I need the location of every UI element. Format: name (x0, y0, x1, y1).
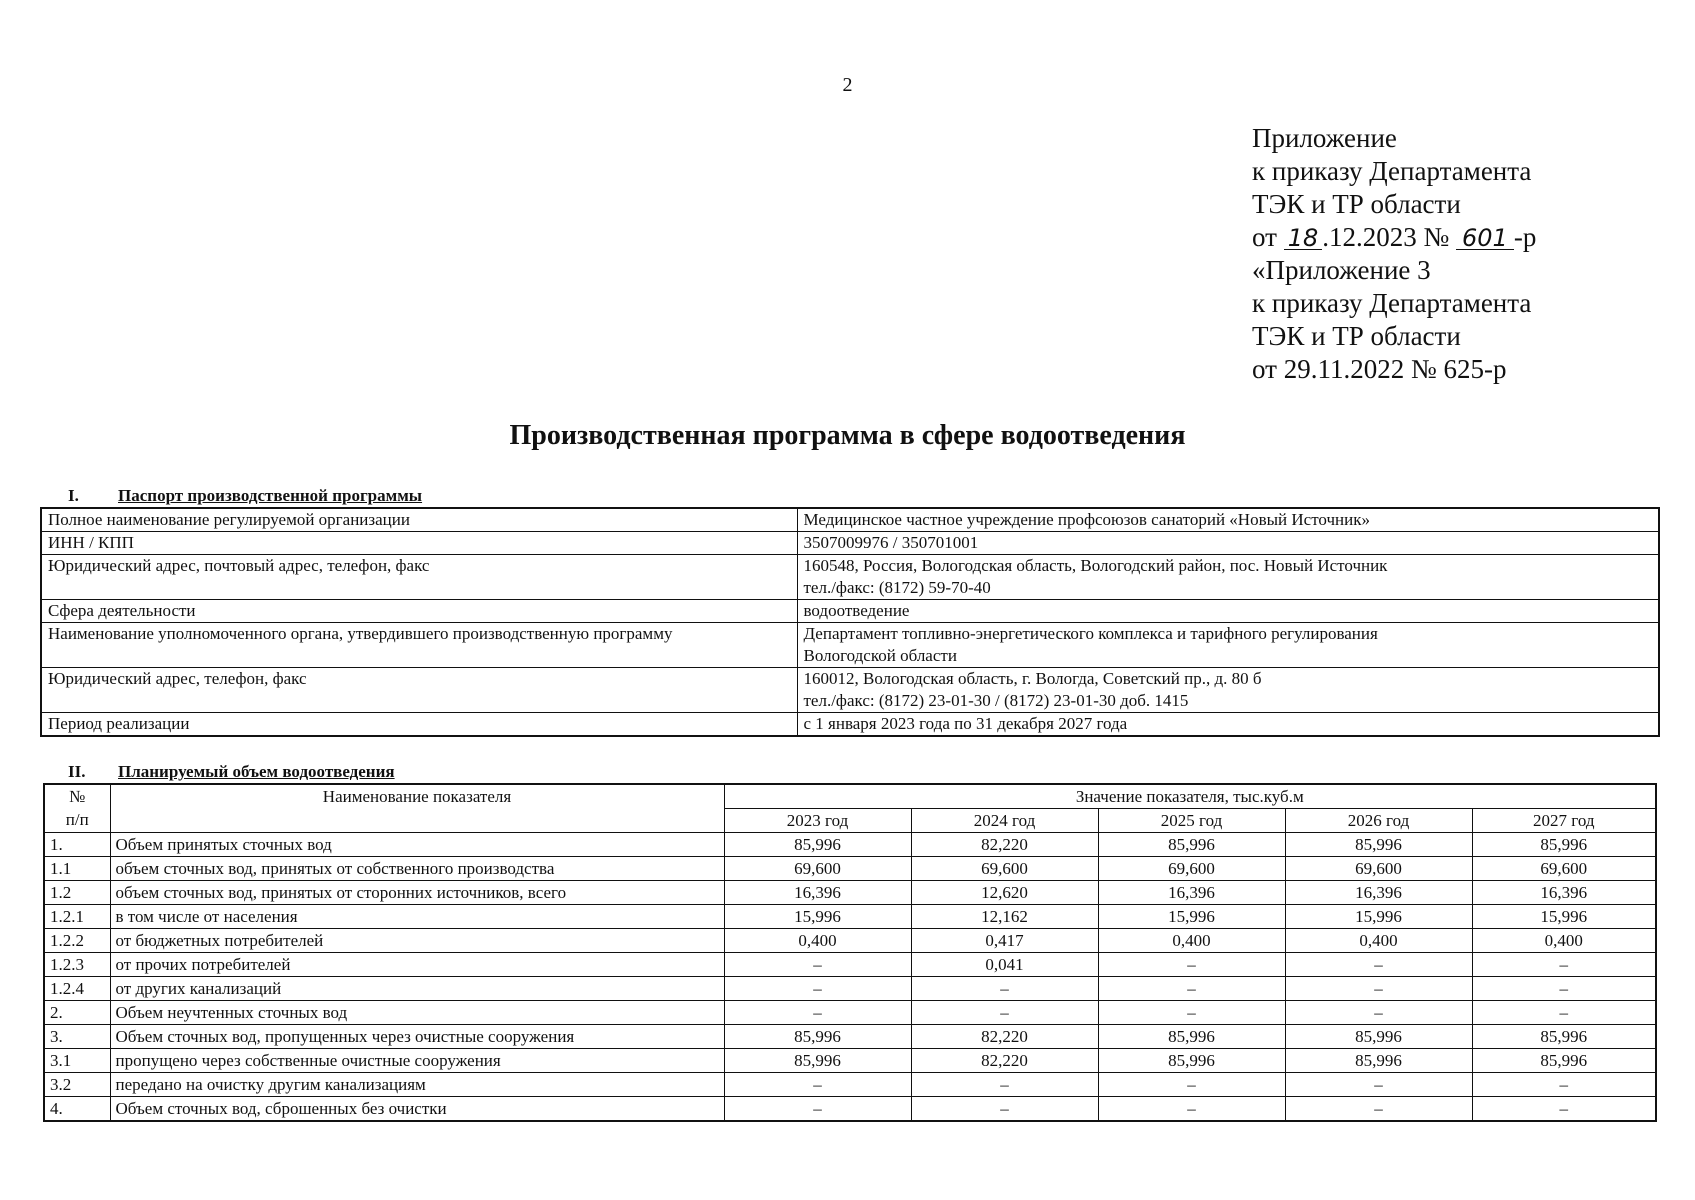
indicator-value: 85,996 (1098, 833, 1285, 857)
indicator-value: – (1098, 1001, 1285, 1025)
indicator-value: 85,996 (1472, 1049, 1656, 1073)
indicator-value: – (1098, 953, 1285, 977)
row-number: 1.2.4 (44, 977, 110, 1001)
appendix-line: ТЭК и ТР области (1252, 321, 1461, 351)
passport-value-line: Медицинское частное учреждение профсоюзов санаторий «Новый Источник» (803, 510, 1370, 529)
passport-value (797, 623, 1659, 668)
appendix-order-date-line (1252, 221, 1536, 254)
indicator-value: 69,600 (724, 857, 911, 881)
indicator-name: Объем неучтенных сточных вод (110, 1001, 724, 1025)
appendix-line: к приказу Департамента (1252, 156, 1532, 186)
passport-row (41, 668, 1659, 713)
section-number: I. (68, 486, 79, 505)
appendix-line: «Приложение 3 (1252, 255, 1431, 285)
header-number-line: № (69, 787, 86, 806)
passport-label: Полное наименование регулируемой организации (41, 508, 797, 532)
row-number: 1.2.2 (44, 929, 110, 953)
row-number: 1.2 (44, 881, 110, 905)
indicator-value: 15,996 (1472, 905, 1656, 929)
passport-value-line: Департамент топливно-энергетического комплекса и тарифного регулирования (803, 624, 1378, 643)
passport-value (797, 668, 1659, 713)
indicator-name: от бюджетных потребителей (110, 929, 724, 953)
indicator-value: – (1472, 977, 1656, 1001)
indicator-value: – (1472, 1073, 1656, 1097)
indicator-value: – (911, 977, 1098, 1001)
section-number: II. (68, 762, 86, 781)
indicator-value: 85,996 (1472, 1025, 1656, 1049)
passport-table (40, 507, 1660, 737)
appendix-suffix: -р (1513, 222, 1537, 252)
indicator-value: 82,220 (911, 833, 1098, 857)
header-number (44, 784, 110, 833)
passport-value (797, 600, 1659, 623)
passport-label: Период реализации (41, 713, 797, 737)
indicator-value: 85,996 (1285, 1025, 1472, 1049)
header-year: 2027 год (1472, 809, 1656, 833)
indicator-value: – (1285, 977, 1472, 1001)
header-number-line: п/п (65, 810, 89, 829)
passport-row (41, 532, 1659, 555)
indicator-value: 69,600 (1285, 857, 1472, 881)
indicator-value: 85,996 (724, 1049, 911, 1073)
indicator-name: Объем принятых сточных вод (110, 833, 724, 857)
passport-row (41, 713, 1659, 737)
passport-label: ИНН / КПП (41, 532, 797, 555)
document-title: Производственная программа в сфере водоотведения (509, 420, 1186, 451)
header-value-group: Значение показателя, тыс.куб.м (724, 784, 1656, 809)
indicator-value: – (911, 1097, 1098, 1122)
indicator-name: передано на очистку другим канализациям (110, 1073, 724, 1097)
volume-row (44, 977, 1656, 1001)
passport-value-line: тел./факс: (8172) 59-70-40 (803, 578, 991, 597)
volume-row (44, 1001, 1656, 1025)
indicator-value: 85,996 (1098, 1025, 1285, 1049)
indicator-value: – (724, 1001, 911, 1025)
volume-row (44, 881, 1656, 905)
row-number: 1. (44, 833, 110, 857)
section-title: Паспорт производственной программы (118, 486, 423, 505)
indicator-value: 0,400 (1472, 929, 1656, 953)
passport-value-line: 160548, Россия, Вологодская область, Вологодский район, пос. Новый Источник (803, 556, 1388, 575)
passport-value-line: Вологодской области (803, 646, 957, 665)
passport-row (41, 623, 1659, 668)
passport-value-line: 160012, Вологодская область, г. Вологда, Советский пр., д. 80 б (803, 669, 1262, 688)
row-number: 3. (44, 1025, 110, 1049)
indicator-value: – (724, 1097, 911, 1122)
volume-row (44, 857, 1656, 881)
indicator-value: 85,996 (1098, 1049, 1285, 1073)
passport-row (41, 600, 1659, 623)
appendix-middle: .12.2023 № (1322, 222, 1457, 252)
indicator-value: 0,400 (1098, 929, 1285, 953)
volume-row (44, 833, 1656, 857)
passport-value-line: с 1 января 2023 года по 31 декабря 2027 года (803, 714, 1128, 733)
indicator-value: 0,417 (911, 929, 1098, 953)
passport-value-line: водоотведение (803, 601, 910, 620)
section-1-heading (68, 486, 422, 506)
passport-label: Юридический адрес, почтовый адрес, телефон, факс (41, 555, 797, 600)
handwritten-day: 18 (1284, 227, 1323, 250)
indicator-value: – (1098, 977, 1285, 1001)
indicator-value: – (911, 1001, 1098, 1025)
header-year: 2024 год (911, 809, 1098, 833)
indicator-value: 85,996 (1285, 1049, 1472, 1073)
header-year: 2026 год (1285, 809, 1472, 833)
indicator-value: – (1472, 953, 1656, 977)
indicator-value: 16,396 (1472, 881, 1656, 905)
passport-row (41, 555, 1659, 600)
indicator-value: – (1285, 1097, 1472, 1122)
appendix-line: к приказу Департамента (1252, 288, 1532, 318)
passport-value (797, 532, 1659, 555)
indicator-value: 16,396 (1285, 881, 1472, 905)
indicator-value: 69,600 (911, 857, 1098, 881)
indicator-value: 0,400 (1285, 929, 1472, 953)
section-2-heading (68, 762, 395, 782)
indicator-value: – (1098, 1073, 1285, 1097)
appendix-block (1252, 122, 1536, 386)
indicator-value: 69,600 (1472, 857, 1656, 881)
indicator-value: 16,396 (724, 881, 911, 905)
indicator-name: от других канализаций (110, 977, 724, 1001)
handwritten-order-number: 601 (1456, 227, 1514, 250)
appendix-line: Приложение (1252, 123, 1397, 153)
volume-row (44, 929, 1656, 953)
indicator-name: от прочих потребителей (110, 953, 724, 977)
indicator-value: 85,996 (1285, 833, 1472, 857)
indicator-name: объем сточных вод, принятых от собственного производства (110, 857, 724, 881)
volume-row (44, 905, 1656, 929)
header-year: 2025 год (1098, 809, 1285, 833)
appendix-line: ТЭК и ТР области (1252, 189, 1461, 219)
header-indicator-name: Наименование показателя (110, 784, 724, 833)
passport-value-line: тел./факс: (8172) 23-01-30 / (8172) 23-01-30 доб. 1415 (803, 691, 1189, 710)
indicator-value: 12,162 (911, 905, 1098, 929)
indicator-value: 82,220 (911, 1049, 1098, 1073)
passport-value (797, 713, 1659, 737)
indicator-value: – (724, 1073, 911, 1097)
row-number: 1.2.1 (44, 905, 110, 929)
volume-row (44, 953, 1656, 977)
section-title: Планируемый объем водоотведения (118, 762, 395, 781)
indicator-value: 0,041 (911, 953, 1098, 977)
indicator-value: 15,996 (1098, 905, 1285, 929)
indicator-value: – (1472, 1097, 1656, 1122)
passport-label: Наименование уполномоченного органа, утвердившего производственную программу (41, 623, 797, 668)
volume-row (44, 1049, 1656, 1073)
row-number: 1.2.3 (44, 953, 110, 977)
indicator-value: – (1098, 1097, 1285, 1122)
appendix-prefix: от (1252, 222, 1284, 252)
volume-table (43, 783, 1657, 1122)
volume-row (44, 1073, 1656, 1097)
indicator-value: 12,620 (911, 881, 1098, 905)
volume-row (44, 1097, 1656, 1122)
indicator-value: – (724, 977, 911, 1001)
indicator-name: Объем сточных вод, сброшенных без очистки (110, 1097, 724, 1122)
indicator-value: – (1285, 953, 1472, 977)
header-year: 2023 год (724, 809, 911, 833)
passport-value-line: 3507009976 / 350701001 (803, 533, 979, 552)
row-number: 1.1 (44, 857, 110, 881)
indicator-value: 85,996 (1472, 833, 1656, 857)
page-number: 2 (842, 74, 853, 96)
indicator-value: 15,996 (1285, 905, 1472, 929)
indicator-value: 85,996 (724, 833, 911, 857)
volume-row (44, 1025, 1656, 1049)
indicator-value: 82,220 (911, 1025, 1098, 1049)
indicator-value: – (1285, 1073, 1472, 1097)
passport-label: Сфера деятельности (41, 600, 797, 623)
indicator-value: – (911, 1073, 1098, 1097)
row-number: 2. (44, 1001, 110, 1025)
passport-label: Юридический адрес, телефон, факс (41, 668, 797, 713)
indicator-value: 16,396 (1098, 881, 1285, 905)
indicator-name: объем сточных вод, принятых от сторонних источников, всего (110, 881, 724, 905)
passport-value (797, 555, 1659, 600)
appendix-line: от 29.11.2022 № 625-р (1252, 354, 1507, 384)
passport-value (797, 508, 1659, 532)
passport-row (41, 508, 1659, 532)
indicator-value: 15,996 (724, 905, 911, 929)
row-number: 3.2 (44, 1073, 110, 1097)
indicator-value: 85,996 (724, 1025, 911, 1049)
row-number: 4. (44, 1097, 110, 1122)
indicator-value: 69,600 (1098, 857, 1285, 881)
indicator-name: Объем сточных вод, пропущенных через очистные сооружения (110, 1025, 724, 1049)
indicator-name: в том числе от населения (110, 905, 724, 929)
indicator-value: – (1285, 1001, 1472, 1025)
row-number: 3.1 (44, 1049, 110, 1073)
indicator-value: – (724, 953, 911, 977)
indicator-value: – (1472, 1001, 1656, 1025)
indicator-value: 0,400 (724, 929, 911, 953)
indicator-name: пропущено через собственные очистные сооружения (110, 1049, 724, 1073)
